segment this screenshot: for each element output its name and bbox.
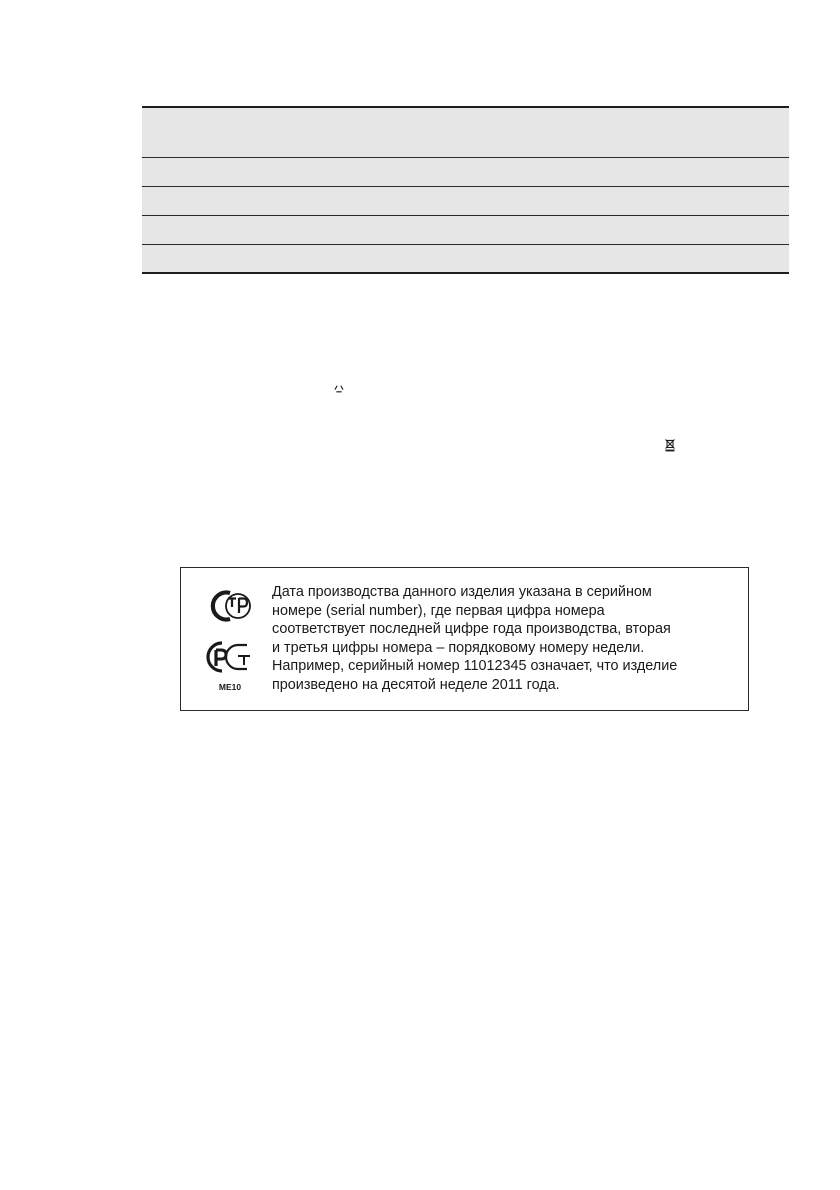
- certification-line: произведено на десятой неделе 2011 года.: [272, 676, 560, 693]
- certification-line: и третья цифры номера – порядковому номеру недели.: [272, 639, 645, 656]
- mark-code: ME10: [218, 682, 242, 692]
- table-row: [142, 158, 789, 187]
- table-row: [142, 187, 789, 216]
- certification-text: [272, 583, 742, 695]
- crossed-out-wheelie-bin-icon: [664, 438, 676, 452]
- eac-ctp-mark-icon: [203, 588, 257, 624]
- table-header-row: [142, 108, 789, 158]
- table-row: [142, 245, 789, 274]
- certification-line: соответствует последней цифре года производства, вторая: [272, 621, 671, 638]
- table-row: [142, 216, 789, 245]
- certification-box: [180, 567, 749, 711]
- recycle-icon: [332, 381, 346, 395]
- certification-line: Например, серийный номер 11012345 означает, что изделие: [272, 658, 678, 675]
- certification-line: номере (serial number), где первая цифра номера: [272, 602, 605, 619]
- pct-mark-icon: [203, 639, 257, 675]
- spec-table: [142, 106, 789, 274]
- certification-line: Дата производства данного изделия указана в серийном: [272, 584, 652, 600]
